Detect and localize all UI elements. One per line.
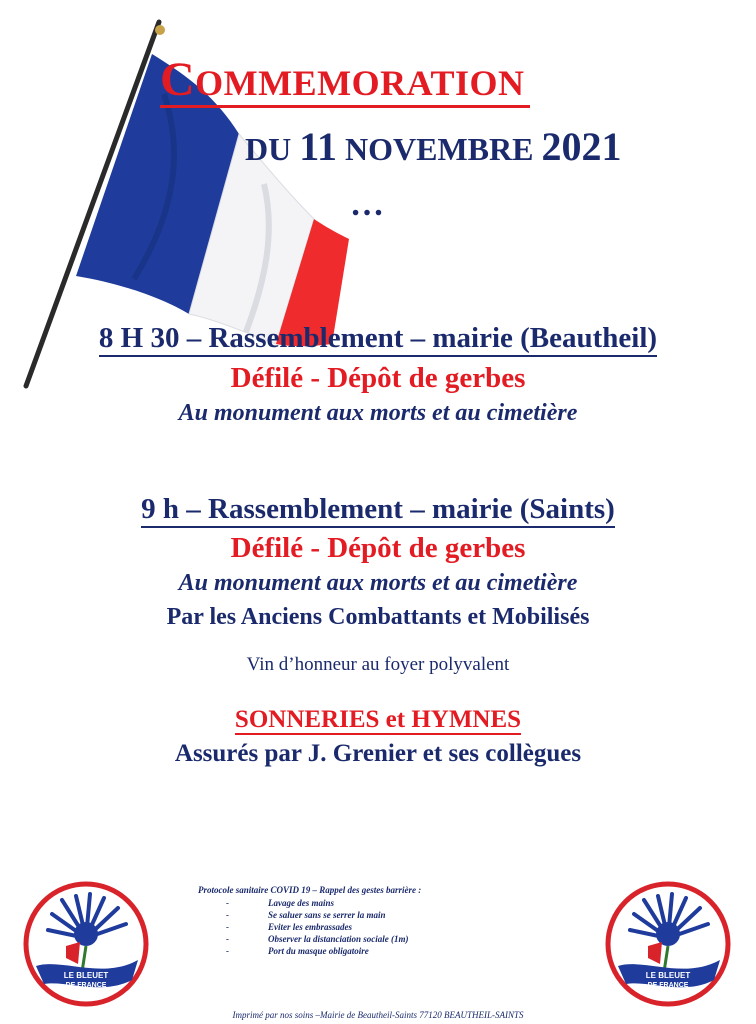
bullet: - — [226, 910, 229, 920]
protocol-heading: Protocole sanitaire COVID 19 – Rappel des gestes barrière : — [198, 885, 422, 895]
logo-text-line2: DE FRANCE — [65, 982, 107, 989]
bullet: - — [226, 898, 229, 908]
bullet: - — [226, 922, 229, 932]
reception-text: Vin d’honneur au foyer polyvalent — [246, 654, 510, 675]
event2-organizers: Par les Anciens Combattants et Mobilisés — [166, 604, 590, 630]
date-month: NOVEMBRE — [345, 131, 534, 167]
title-rest: OMMEMORATION — [195, 63, 525, 103]
date-year: 2021 — [541, 124, 622, 169]
list-item-text: Observer la distanciation sociale (1m) — [268, 934, 409, 944]
ellipsis: … — [350, 186, 390, 223]
music-credit: Assurés par J. Grenier et ses collègues — [174, 740, 582, 767]
list-item — [198, 921, 558, 933]
bullet: - — [226, 934, 229, 944]
list-item-text: Port du masque obligatoire — [268, 946, 369, 956]
title-initial: C — [160, 53, 196, 106]
music-heading — [0, 706, 756, 734]
event2-heading — [0, 493, 756, 526]
page-title — [160, 53, 530, 108]
event1-heading-text: 8 H 30 – Rassemblement – mairie (Beautheil) — [99, 322, 657, 357]
list-item — [198, 945, 558, 957]
list-item-text: Lavage des mains — [268, 898, 334, 908]
bleuet-logo — [22, 880, 150, 1008]
date-day: 11 — [299, 124, 338, 169]
event2-location: Au monument aux morts et au cimetière — [178, 570, 578, 596]
protocol-list — [198, 897, 558, 957]
bleuet-logo — [604, 880, 732, 1008]
event1-location: Au monument aux morts et au cimetière — [178, 400, 578, 426]
music-heading-text: SONNERIES et HYMNES — [234, 706, 522, 733]
footer-imprint: Imprimé par nos soins –Mairie de Beautheil-Saints 77120 BEAUTHEIL-SAINTS — [232, 1010, 524, 1020]
logo-text-line1: LE BLEUET — [63, 971, 109, 980]
list-item-text: Eviter les embrassades — [268, 922, 352, 932]
list-item — [198, 909, 558, 921]
event2-program: Défilé - Dépôt de gerbes — [230, 532, 526, 564]
list-item — [198, 933, 558, 945]
date-prefix: DU — [245, 131, 292, 167]
event-date — [245, 125, 621, 171]
covid-protocol — [198, 885, 558, 957]
event1-program: Défilé - Dépôt de gerbes — [230, 362, 526, 394]
list-item — [198, 897, 558, 909]
logo-text-line1: LE BLEUET — [645, 971, 691, 980]
event2-heading-text: 9 h – Rassemblement – mairie (Saints) — [141, 493, 615, 528]
list-item-text: Se saluer sans se serrer la main — [268, 910, 386, 920]
bullet: - — [226, 946, 229, 956]
event1-heading — [0, 322, 756, 355]
logo-text-line2: DE FRANCE — [647, 982, 689, 989]
